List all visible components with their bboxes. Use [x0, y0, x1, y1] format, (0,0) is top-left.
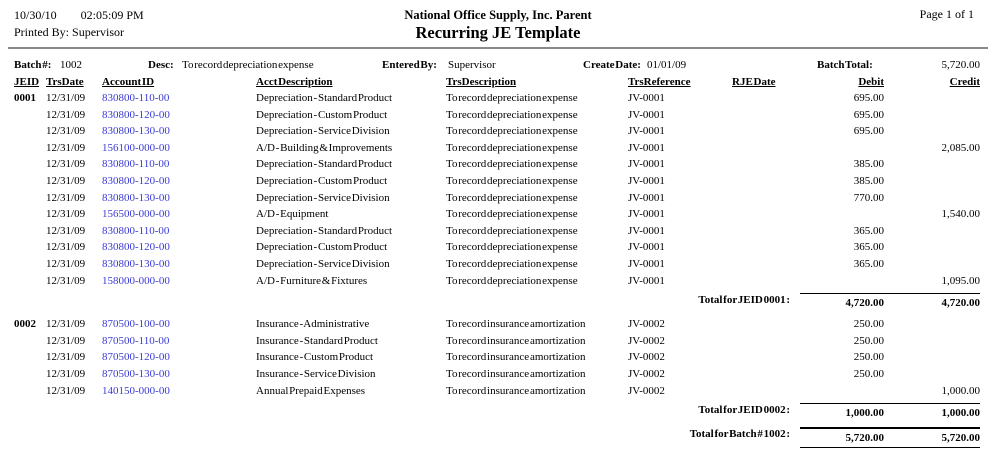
trs-reference-cell: JV-0001 [628, 224, 665, 237]
header-divider [8, 47, 988, 49]
rje-date-cell [732, 206, 800, 223]
trsdate-cell: 12/31/09 [46, 92, 86, 104]
batch-desc-label: Desc: [148, 59, 174, 71]
page-header [0, 0, 996, 43]
trsdate-cell: 12/31/09 [46, 257, 86, 270]
account-id-link[interactable]: 158000-000-00 [102, 274, 170, 287]
jeid-cell: 0001 [14, 92, 36, 104]
debit-cell: 695.00 [853, 125, 884, 138]
jeid-cell [14, 256, 46, 273]
table-row [0, 366, 996, 383]
column-header-trs-reference: TrsReference [628, 76, 691, 88]
trs-description-cell: To record depreciation expense [446, 241, 578, 254]
debit-cell [800, 273, 884, 290]
trs-description-cell: To record insurance amortization [446, 351, 586, 364]
acct-description-cell: Insurance - Standard Product [256, 334, 378, 347]
account-id-link[interactable]: 870500-110-00 [102, 334, 170, 347]
acct-description-cell: Annual Prepaid Expenses [256, 384, 366, 397]
debit-cell: 250.00 [853, 367, 884, 380]
debit-cell: 365.00 [853, 241, 884, 254]
journal-entries [0, 90, 996, 421]
acct-description-cell: Depreciation - Custom Product [256, 108, 388, 121]
credit-cell: 1,540.00 [941, 208, 980, 221]
batch-total-value: 5,720.00 [941, 59, 980, 71]
rje-date-cell [732, 173, 800, 190]
acct-description-cell: Depreciation - Service Division [256, 191, 390, 204]
debit-cell [800, 206, 884, 223]
table-row [0, 123, 996, 140]
trs-reference-cell: JV-0001 [628, 208, 665, 221]
table-row [0, 90, 996, 107]
acct-description-cell: A/D - Equipment [256, 208, 329, 221]
trsdate-cell: 12/31/09 [46, 191, 86, 204]
column-header-credit: Credit [949, 76, 980, 88]
debit-cell: 365.00 [853, 257, 884, 270]
jeid-total-label: Total for JEID 0002 : [698, 404, 790, 417]
trs-reference-cell: JV-0001 [628, 141, 665, 154]
batch-grand-total-label: Total for Batch # 1002 : [689, 428, 790, 441]
account-id-link[interactable]: 830800-120-00 [102, 241, 170, 254]
credit-cell [884, 90, 980, 107]
jeid-total-label: Total for JEID 0001 : [698, 294, 790, 307]
jeid-total-row [0, 293, 996, 311]
credit-cell: 1,095.00 [941, 274, 980, 287]
table-row [0, 349, 996, 366]
trsdate-cell: 12/31/09 [46, 108, 86, 121]
account-id-link[interactable]: 830800-110-00 [102, 158, 170, 171]
rje-date-cell [732, 107, 800, 124]
trs-description-cell: To record depreciation expense [446, 257, 578, 270]
account-id-link[interactable]: 156100-000-00 [102, 141, 170, 154]
table-row [0, 383, 996, 400]
table-row [0, 190, 996, 207]
account-id-link[interactable]: 156500-000-00 [102, 208, 170, 221]
trsdate-cell: 12/31/09 [46, 318, 86, 331]
acct-description-cell: Depreciation - Service Division [256, 125, 390, 138]
jeid-cell [14, 273, 46, 290]
debit-cell: 695.00 [853, 108, 884, 121]
column-header-trs-description: TrsDescription [446, 76, 517, 88]
rje-date-cell [732, 123, 800, 140]
trs-description-cell: To record depreciation expense [446, 208, 578, 221]
table-row [0, 239, 996, 256]
credit-cell [884, 107, 980, 124]
account-id-link[interactable]: 830800-120-00 [102, 174, 170, 187]
batch-number-label: Batch #: [14, 59, 52, 71]
table-row [0, 156, 996, 173]
page-number: Page 1 of 1 [919, 7, 974, 21]
credit-cell [884, 316, 980, 333]
jeid-cell [14, 107, 46, 124]
report-title: Recurring JE Template [415, 23, 581, 42]
trsdate-cell: 12/31/09 [46, 141, 86, 154]
jeid-cell [14, 123, 46, 140]
jeid-cell [14, 366, 46, 383]
acct-description-cell: A/D - Building & Improvements [256, 141, 393, 154]
printed-by-value: Supervisor [72, 25, 125, 39]
credit-cell [884, 156, 980, 173]
jeid-total-debit: 1,000.00 [800, 403, 884, 421]
trs-reference-cell: JV-0001 [628, 158, 665, 171]
debit-cell [800, 383, 884, 400]
trs-reference-cell: JV-0002 [628, 318, 665, 331]
account-id-link[interactable]: 870500-100-00 [102, 318, 170, 331]
rje-date-cell [732, 256, 800, 273]
trsdate-cell: 12/31/09 [46, 274, 86, 287]
jeid-cell [14, 140, 46, 157]
rje-date-cell [732, 156, 800, 173]
acct-description-cell: Depreciation - Custom Product [256, 241, 388, 254]
rje-date-cell [732, 223, 800, 240]
trs-description-cell: To record depreciation expense [446, 274, 578, 287]
table-header-row [0, 75, 996, 90]
rje-date-cell [732, 349, 800, 366]
batch-desc-value: To record depreciation expense [182, 59, 314, 71]
trsdate-cell: 12/31/09 [46, 208, 86, 221]
jeid-cell [14, 223, 46, 240]
jeid-cell [14, 383, 46, 400]
credit-cell [884, 123, 980, 140]
jeid-total-credit: 1,000.00 [884, 403, 980, 421]
company-name: National Office Supply, Inc. Parent [404, 8, 592, 22]
acct-description-cell: Depreciation - Standard Product [256, 158, 393, 171]
credit-cell [884, 223, 980, 240]
credit-cell: 2,085.00 [941, 141, 980, 154]
acct-description-cell: Depreciation - Standard Product [256, 224, 393, 237]
trs-reference-cell: JV-0002 [628, 384, 665, 397]
trs-description-cell: To record depreciation expense [446, 174, 578, 187]
credit-cell [884, 349, 980, 366]
debit-cell [800, 140, 884, 157]
account-id-link[interactable]: 140150-000-00 [102, 384, 170, 397]
column-header-jeid: JEID [14, 76, 40, 88]
debit-cell: 385.00 [853, 174, 884, 187]
trsdate-cell: 12/31/09 [46, 384, 86, 397]
trs-reference-cell: JV-0001 [628, 257, 665, 270]
credit-cell [884, 366, 980, 383]
credit-cell [884, 190, 980, 207]
rje-date-cell [732, 190, 800, 207]
debit-cell: 385.00 [853, 158, 884, 171]
print-info [0, 7, 310, 43]
credit-cell [884, 333, 980, 350]
trsdate-cell: 12/31/09 [46, 241, 86, 254]
table-row [0, 140, 996, 157]
trs-reference-cell: JV-0001 [628, 274, 665, 287]
debit-cell: 695.00 [853, 92, 884, 104]
rje-date-cell [732, 316, 800, 333]
trsdate-cell: 12/31/09 [46, 351, 86, 364]
jeid-total-row [0, 403, 996, 421]
jeid-cell: 0002 [14, 318, 36, 331]
credit-cell [884, 239, 980, 256]
account-id-link[interactable]: 870500-130-00 [102, 367, 170, 380]
trs-reference-cell: JV-0001 [628, 108, 665, 121]
entered-by-label: Entered By: [382, 59, 437, 71]
acct-description-cell: Depreciation - Service Division [256, 257, 390, 270]
acct-description-cell: Insurance - Service Division [256, 367, 376, 380]
batch-grand-total-debit: 5,720.00 [800, 427, 884, 448]
debit-cell: 250.00 [853, 318, 884, 331]
jeid-cell [14, 239, 46, 256]
table-row [0, 223, 996, 240]
rje-date-cell [732, 273, 800, 290]
batch-info-row [0, 58, 996, 72]
trsdate-cell: 12/31/09 [46, 174, 86, 187]
column-header-account-id: Account ID [102, 76, 155, 88]
trsdate-cell: 12/31/09 [46, 158, 86, 171]
debit-cell: 250.00 [853, 334, 884, 347]
acct-description-cell: Insurance - Administrative [256, 318, 370, 331]
table-row [0, 173, 996, 190]
account-id-link[interactable]: 830800-110-00 [102, 92, 170, 104]
rje-date-cell [732, 383, 800, 400]
debit-cell: 250.00 [853, 351, 884, 364]
jeid-total-debit: 4,720.00 [800, 293, 884, 311]
table-row [0, 107, 996, 124]
trs-description-cell: To record depreciation expense [446, 158, 578, 171]
column-header-rje-date: RJE Date [732, 76, 776, 88]
acct-description-cell: A/D - Furniture & Fixtures [256, 274, 368, 287]
table-row [0, 273, 996, 290]
trs-description-cell: To record depreciation expense [446, 224, 578, 237]
trs-description-cell: To record depreciation expense [446, 108, 578, 121]
acct-description-cell: Insurance - Custom Product [256, 351, 374, 364]
rje-date-cell [732, 90, 800, 107]
trsdate-cell: 12/31/09 [46, 334, 86, 347]
rje-date-cell [732, 239, 800, 256]
jeid-cell [14, 349, 46, 366]
trs-reference-cell: JV-0001 [628, 92, 665, 104]
column-header-trsdate: TrsDate [46, 76, 84, 88]
rje-date-cell [732, 333, 800, 350]
debit-cell: 770.00 [853, 191, 884, 204]
trs-description-cell: To record depreciation expense [446, 191, 578, 204]
trs-reference-cell: JV-0001 [628, 241, 665, 254]
rje-date-cell [732, 366, 800, 383]
trsdate-cell: 12/31/09 [46, 224, 86, 237]
credit-cell [884, 256, 980, 273]
jeid-cell [14, 173, 46, 190]
batch-grand-total-row [0, 427, 996, 448]
batch-number-value: 1002 [60, 59, 82, 71]
table-row [0, 206, 996, 223]
account-id-link[interactable]: 830800-120-00 [102, 108, 170, 121]
column-header-debit: Debit [858, 76, 884, 88]
batch-grand-total-credit: 5,720.00 [884, 427, 980, 448]
trs-description-cell: To record depreciation expense [446, 92, 578, 104]
create-date-label: Create Date: [583, 59, 641, 71]
create-date-value: 01/01/09 [647, 59, 687, 71]
trs-reference-cell: JV-0001 [628, 191, 665, 204]
jeid-cell [14, 333, 46, 350]
printed-by-label: Printed By: [14, 25, 70, 39]
debit-cell: 365.00 [853, 224, 884, 237]
batch-total-label: Batch Total: [817, 59, 873, 71]
account-id-link[interactable]: 830800-130-00 [102, 125, 170, 138]
jeid-cell [14, 206, 46, 223]
table-row [0, 256, 996, 273]
trs-reference-cell: JV-0001 [628, 125, 665, 138]
trs-reference-cell: JV-0002 [628, 367, 665, 380]
trs-reference-cell: JV-0001 [628, 174, 665, 187]
acct-description-cell: Depreciation - Custom Product [256, 174, 388, 187]
table-row [0, 333, 996, 350]
account-id-link[interactable]: 830800-110-00 [102, 224, 170, 237]
acct-description-cell: Depreciation - Standard Product [256, 92, 393, 104]
trs-description-cell: To record depreciation expense [446, 125, 578, 138]
table-row [0, 316, 996, 333]
trs-description-cell: To record insurance amortization [446, 318, 586, 331]
jeid-cell [14, 156, 46, 173]
rje-date-cell [732, 140, 800, 157]
trs-description-cell: To record insurance amortization [446, 384, 586, 397]
trs-description-cell: To record insurance amortization [446, 334, 586, 347]
entered-by-value: Supervisor [448, 59, 496, 71]
column-header-acct-description: Acct Description [256, 76, 333, 88]
print-date: 10/30/10 [14, 8, 57, 22]
jeid-total-credit: 4,720.00 [884, 293, 980, 311]
account-id-link[interactable]: 830800-130-00 [102, 191, 170, 204]
trs-reference-cell: JV-0002 [628, 351, 665, 364]
trsdate-cell: 12/31/09 [46, 367, 86, 380]
credit-cell: 1,000.00 [941, 384, 980, 397]
jeid-cell [14, 190, 46, 207]
credit-cell [884, 173, 980, 190]
trs-description-cell: To record insurance amortization [446, 367, 586, 380]
trs-reference-cell: JV-0002 [628, 334, 665, 347]
trsdate-cell: 12/31/09 [46, 125, 86, 138]
print-time: 02:05:09 PM [80, 8, 144, 22]
account-id-link[interactable]: 830800-130-00 [102, 257, 170, 270]
account-id-link[interactable]: 870500-120-00 [102, 351, 170, 364]
trs-description-cell: To record depreciation expense [446, 141, 578, 154]
